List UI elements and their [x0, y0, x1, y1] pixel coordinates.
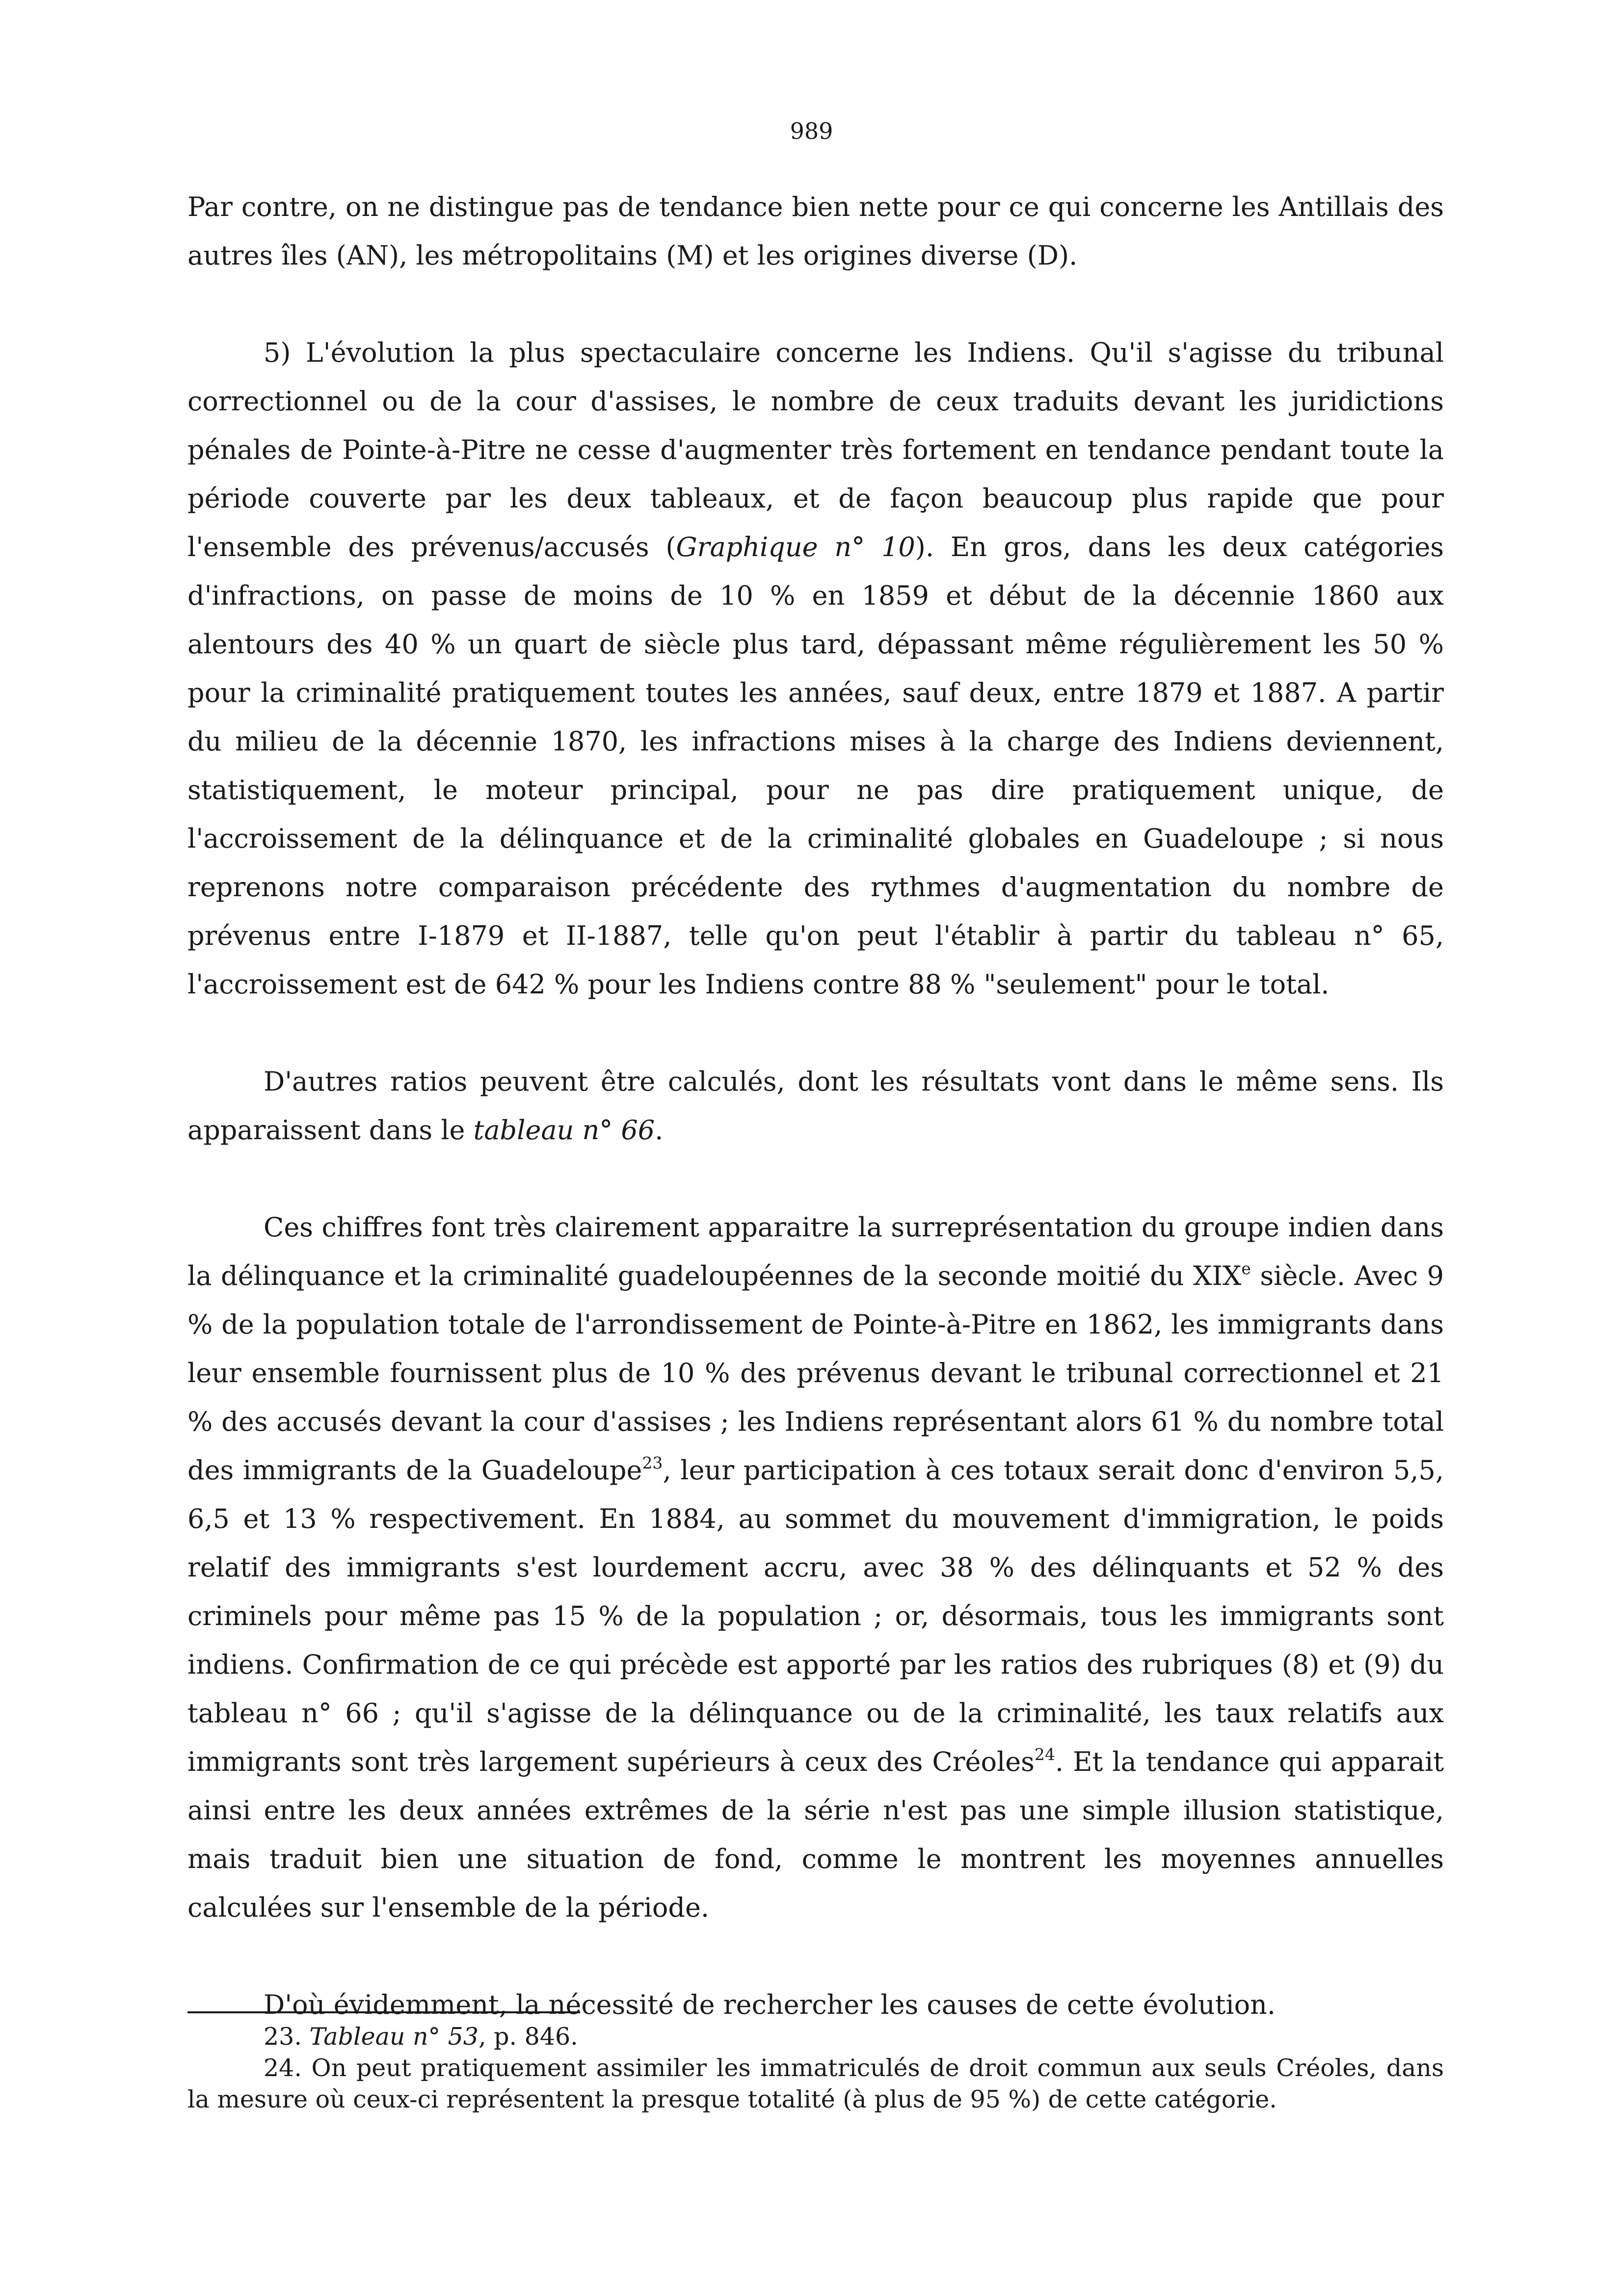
- graphique-reference: Graphique n° 10: [676, 532, 915, 562]
- footnote-23-text: , p. 846.: [478, 2023, 578, 2051]
- footnote-23-reference: Tableau n° 53: [309, 2023, 479, 2051]
- paragraph-3-text-a: D'autres ratios peuvent être calculés, dont les résultats vont dans le même sens. Ils apparaissent dans le: [187, 1066, 1444, 1146]
- century-superscript: e: [1241, 1259, 1251, 1278]
- footnote-23: [187, 2021, 1444, 2053]
- paragraph-2-text-b: ). En gros, dans les deux catégories d'infractions, on passe de moins de 10 % en 1859 et début de la décennie 1860 aux alentours des 40 % un quart de siècle plus tard, dépassant même régulièrement les 50 % pour la criminalité pratiquement toutes les années, sauf deux, entre 1879 et 1887. A partir du milieu de la décennie 1870, les infractions mises à la charge des Indiens deviennent, statistiquement, le moteur principal, pour ne pas dire pratiquement unique, de l'accroissement de la délinquance et de la criminalité globales en Guadeloupe ; si nous reprenons notre comparaison précédente des rythmes d'augmentation du nombre de prévenus entre I-1879 et II-1887, telle qu'on peut l'établir à partir du tableau n° 65, l'accroissement est de 642 % pour les Indiens contre 88 % "seulement" pour le total.: [187, 532, 1444, 1000]
- paragraph-4: [187, 1203, 1444, 1932]
- paragraph-4-text-b: siècle. Avec 9 % de la population totale de l'arrondissement de Pointe-à-Pitre en 1862, les immigrants dans leur ensemble fournissent plus de 10 % des prévenus devant le tribunal correctionnel et 21 % des accusés devant la cour d'assises ; les Indiens représentant alors 61 % du nombre total des immigrants de la Guadeloupe: [187, 1260, 1444, 1486]
- paragraph-3-text-b: .: [655, 1115, 664, 1146]
- footnote-separator: [187, 2011, 580, 2013]
- paragraph-4-text-a: Ces chiffres font très clairement apparaitre la surreprésentation du groupe indien dans la délinquance et la criminalité guadeloupéennes de la seconde moitié du XIX: [187, 1212, 1444, 1291]
- paragraph-3: [187, 1057, 1444, 1154]
- footnote-24: 24. On peut pratiquement assimiler les immatriculés de droit commun aux seuls Créoles, dans la mesure où ceux-ci représentent la presque totalité (à plus de 95 %) de cette catégorie.: [187, 2054, 1444, 2113]
- paragraph-5: D'où évidemment, la nécessité de rechercher les causes de cette évolution.: [264, 1989, 1276, 2020]
- body-text: [187, 183, 1444, 2078]
- page-number: 989: [790, 118, 833, 144]
- paragraph-2: [187, 328, 1444, 1009]
- paragraph-4-text-d: . Et la tendance qui apparait ainsi entre les deux années extrêmes de la série n'est pas une simple illusion statistique, mais traduit bien une situation de fond, comme le montrent les moyennes annuelles calculées sur l'ensemble de la période.: [187, 1746, 1444, 1923]
- tableau-reference: tableau n° 66: [473, 1115, 655, 1146]
- paragraph-4-text-c: , leur participation à ces totaux serait donc d'environ 5,5, 6,5 et 13 % respectivement. En 1884, au sommet du mouvement d'immigration, le poids relatif des immigrants s'est lourdement accru, avec 38 % des délinquants et 52 % des criminels pour même pas 15 % de la population ; or, désormais, tous les immigrants sont indiens. Confirmation de ce qui précède est apporté par les ratios des rubriques (8) et (9) du tableau n° 66 ; qu'il s'agisse de la délinquance ou de la criminalité, les taux relatifs aux immigrants sont très largement supérieurs à ceux des Créoles: [187, 1455, 1444, 1777]
- footnote-marker-24: 24: [1034, 1745, 1055, 1764]
- footnotes: [187, 2021, 1444, 2115]
- footnote-marker-23: 23: [642, 1453, 663, 1472]
- paragraph-2-text-a: 5) L'évolution la plus spectaculaire concerne les Indiens. Qu'il s'agisse du tribunal correctionnel ou de la cour d'assises, le nombre de ceux traduits devant les juridictions pénales de Pointe-à-Pitre ne cesse d'augmenter très fortement en tendance pendant toute la période couverte par les deux tableaux, et de façon beaucoup plus rapide que pour l'ensemble des prévenus/accusés (: [187, 337, 1444, 562]
- paragraph-1: Par contre, on ne distingue pas de tendance bien nette pour ce qui concerne les Antillais des autres îles (AN), les métropolitains (M) et les origines diverse (D).: [187, 191, 1444, 271]
- footnote-23-number: 23.: [264, 2023, 310, 2051]
